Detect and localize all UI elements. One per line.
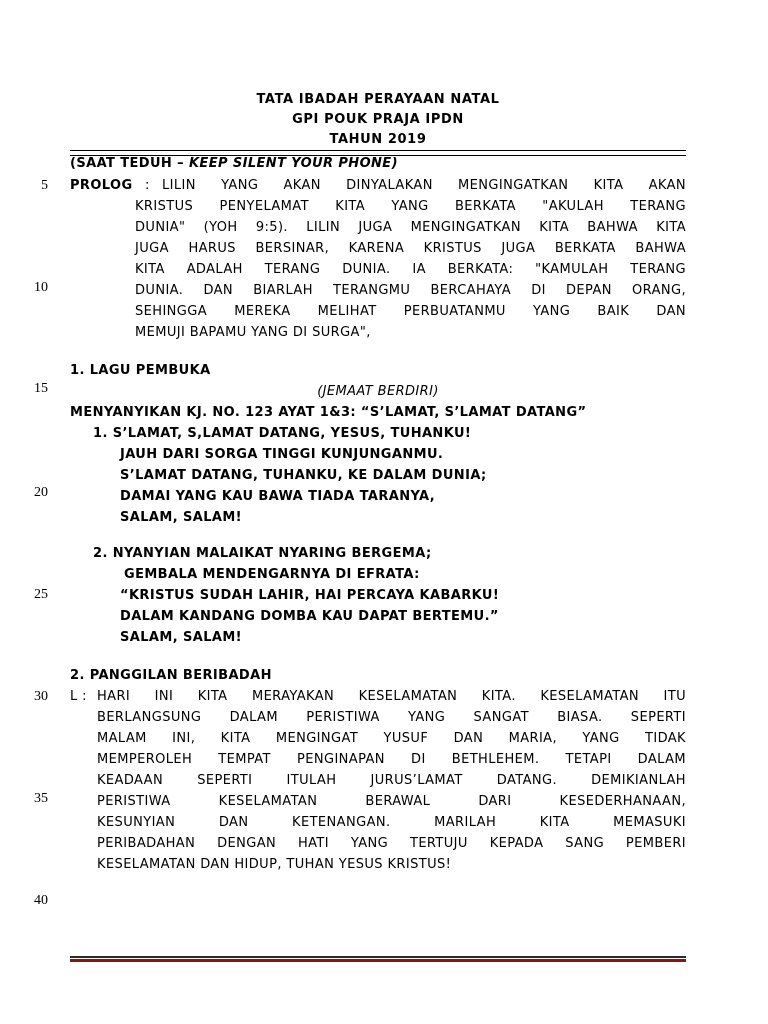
silent-notice-italic: KEEP SILENT YOUR PHONE) xyxy=(188,156,398,171)
verse-2-line-1: 2. NYANYIAN MALAIKAT NYARING BERGEMA; xyxy=(93,546,432,561)
prolog-label: PROLOG xyxy=(70,178,133,193)
silent-notice-prefix: (SAAT TEDUH – xyxy=(70,156,189,171)
section-1-title: 1. LAGU PEMBUKA xyxy=(70,363,211,378)
line-number-5: 5 xyxy=(41,178,48,193)
prolog-line-3: DUNIA" (YOH 9:5). LILIN JUGA MENGINGATKAN KITA BAHWA KITA xyxy=(135,220,686,235)
footer-divider-top xyxy=(70,956,686,958)
verse-2-line-5: SALAM, SALAM! xyxy=(120,630,243,645)
line-number-35: 35 xyxy=(34,791,48,806)
prolog-line-5: KITA ADALAH TERANG DUNIA. IA BERKATA: "KAMULAH TERANG xyxy=(135,262,686,277)
call-line-4: MEMPEROLEH TEMPAT PENGINAPAN DI BETHLEHEM. TETAPI DALAM xyxy=(97,752,686,767)
verse-1-line-3: S’LAMAT DATANG, TUHANKU, KE DALAM DUNIA; xyxy=(120,468,487,483)
verse-1-line-1: 1. S’LAMAT, S,LAMAT DATANG, YESUS, TUHANKU! xyxy=(93,426,472,441)
prolog-colon: : xyxy=(145,178,150,193)
line-number-10: 10 xyxy=(34,280,48,295)
line-number-25: 25 xyxy=(34,587,48,602)
call-line-8: PERIBADAHAN DENGAN HATI YANG TERTUJU KEPADA SANG PEMBERI xyxy=(97,836,686,851)
call-line-1: HARI INI KITA MERAYAKAN KESELAMATAN KITA. KESELAMATAN ITU xyxy=(97,689,686,704)
prolog-line-2: KRISTUS PENYELAMAT KITA YANG BERKATA "AKULAH TERANG xyxy=(135,199,686,214)
section-2-title: 2. PANGGILAN BERIBADAH xyxy=(70,668,272,683)
prolog-line-7: SEHINGGA MEREKA MELIHAT PERBUATANMU YANG BAIK DAN xyxy=(135,304,686,319)
call-line-6: PERISTIWA KESELAMATAN BERAWAL DARI KESEDERHANAAN, xyxy=(97,794,686,809)
silent-notice xyxy=(70,153,398,174)
hymn-reference: MENYANYIKAN KJ. NO. 123 AYAT 1&3: “S’LAMAT, S’LAMAT DATANG” xyxy=(70,405,587,420)
section-1-instruction: (JEMAAT BERDIRI) xyxy=(317,384,439,399)
verse-2-line-2: GEMBALA MENDENGARNYA DI EFRATA: xyxy=(124,567,420,582)
call-line-2: BERLANGSUNG DALAM PERISTIWA YANG SANGAT BIASA. SEPERTI xyxy=(97,710,686,725)
prolog-line-8: MEMUJI BAPAMU YANG DI SURGA", xyxy=(135,325,371,340)
call-line-5: KEADAAN SEPERTI ITULAH JURUS’LAMAT DATANG. DEMIKIANLAH xyxy=(97,773,686,788)
prolog-line-6: DUNIA. DAN BIARLAH TERANGMU BERCAHAYA DI DEPAN ORANG, xyxy=(135,283,686,298)
prolog-line-1: LILIN YANG AKAN DINYALAKAN MENGINGATKAN KITA AKAN xyxy=(162,178,686,193)
verse-1-line-4: DAMAI YANG KAU BAWA TIADA TARANYA, xyxy=(120,489,436,504)
verse-1-line-5: SALAM, SALAM! xyxy=(120,510,243,525)
verse-1-line-2: JAUH DARI SORGA TINGGI KUNJUNGANMU. xyxy=(120,447,444,462)
call-line-7: KESUNYIAN DAN KETENANGAN. MARILAH KITA MEMASUKI xyxy=(97,815,686,830)
call-line-3: MALAM INI, KITA MENGINGAT YUSUF DAN MARIA, YANG TIDAK xyxy=(97,731,686,746)
line-number-20: 20 xyxy=(34,485,48,500)
verse-2-line-4: DALAM KANDANG DOMBA KAU DAPAT BERTEMU.” xyxy=(120,609,499,624)
speaker-label: L : xyxy=(70,689,87,704)
line-number-30: 30 xyxy=(34,689,48,704)
document-title: TATA IBADAH PERAYAAN NATAL xyxy=(256,92,500,107)
verse-2-line-3: “KRISTUS SUDAH LAHIR, HAI PERCAYA KABARKU! xyxy=(120,588,500,603)
footer-divider-bottom xyxy=(70,959,686,962)
line-number-40: 40 xyxy=(34,893,48,908)
document-subtitle: GPI POUK PRAJA IPDN xyxy=(292,112,464,127)
prolog-line-4: JUGA HARUS BERSINAR, KARENA KRISTUS JUGA BERKATA BAHWA xyxy=(135,241,686,256)
call-line-9: KESELAMATAN DAN HIDUP, TUHAN YESUS KRISTUS! xyxy=(97,857,452,872)
document-year: TAHUN 2019 xyxy=(329,132,427,147)
line-number-15: 15 xyxy=(34,381,48,396)
